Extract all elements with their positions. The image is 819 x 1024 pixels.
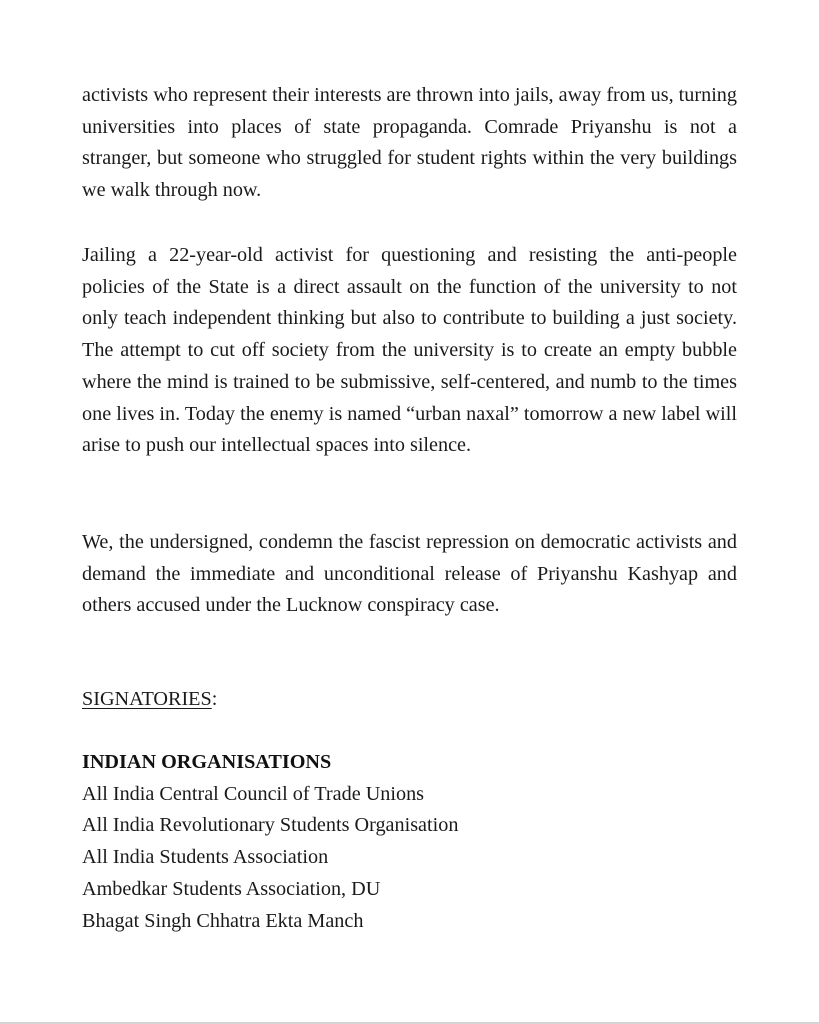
signatories-heading-text: SIGNATORIES bbox=[82, 688, 212, 710]
list-item: All India Central Council of Trade Unions bbox=[82, 782, 425, 805]
section-title: INDIAN ORGANISATIONS bbox=[82, 751, 332, 773]
paragraph-undersigned: We, the undersigned, condemn the fascist repression on democratic activists and demand the immediate and unconditional release of Priyanshu Kashyap and others accused under the Lucknow conspiracy case. bbox=[82, 531, 737, 617]
paragraph-jailing: Jailing a 22-year-old activist for questioning and resisting the anti-people policies of the State is a direct assault on the function of the university to not only teach independent thinking but also to contribute to building a just society. The attempt to cut off society from the university is to create an empty bubble where the mind is trained to be submissive, self-centered, and numb to the times one lives in. Today the enemy is named “urban naxal” tomorrow a new label will arise to push our intellectual spaces into silence. bbox=[82, 244, 737, 457]
organisation-list bbox=[82, 779, 458, 938]
list-item: All India Revolutionary Students Organisation bbox=[82, 814, 459, 837]
list-item: Bhagat Singh Chhatra Ekta Manch bbox=[82, 909, 364, 932]
list-item: All India Students Association bbox=[82, 846, 329, 869]
list-item: Ambedkar Students Association, DU bbox=[82, 877, 381, 900]
signatories-heading-colon: : bbox=[211, 688, 218, 710]
indian-organisations-section bbox=[82, 747, 458, 937]
signatories-heading bbox=[82, 684, 217, 716]
paragraph-activists: activists who represent their interests are thrown into jails, away from us, turning universities into places of state propaganda. Comrade Priyanshu is not a stranger, but someone who struggled for student rights within the very buildings we walk through now. bbox=[82, 84, 737, 202]
